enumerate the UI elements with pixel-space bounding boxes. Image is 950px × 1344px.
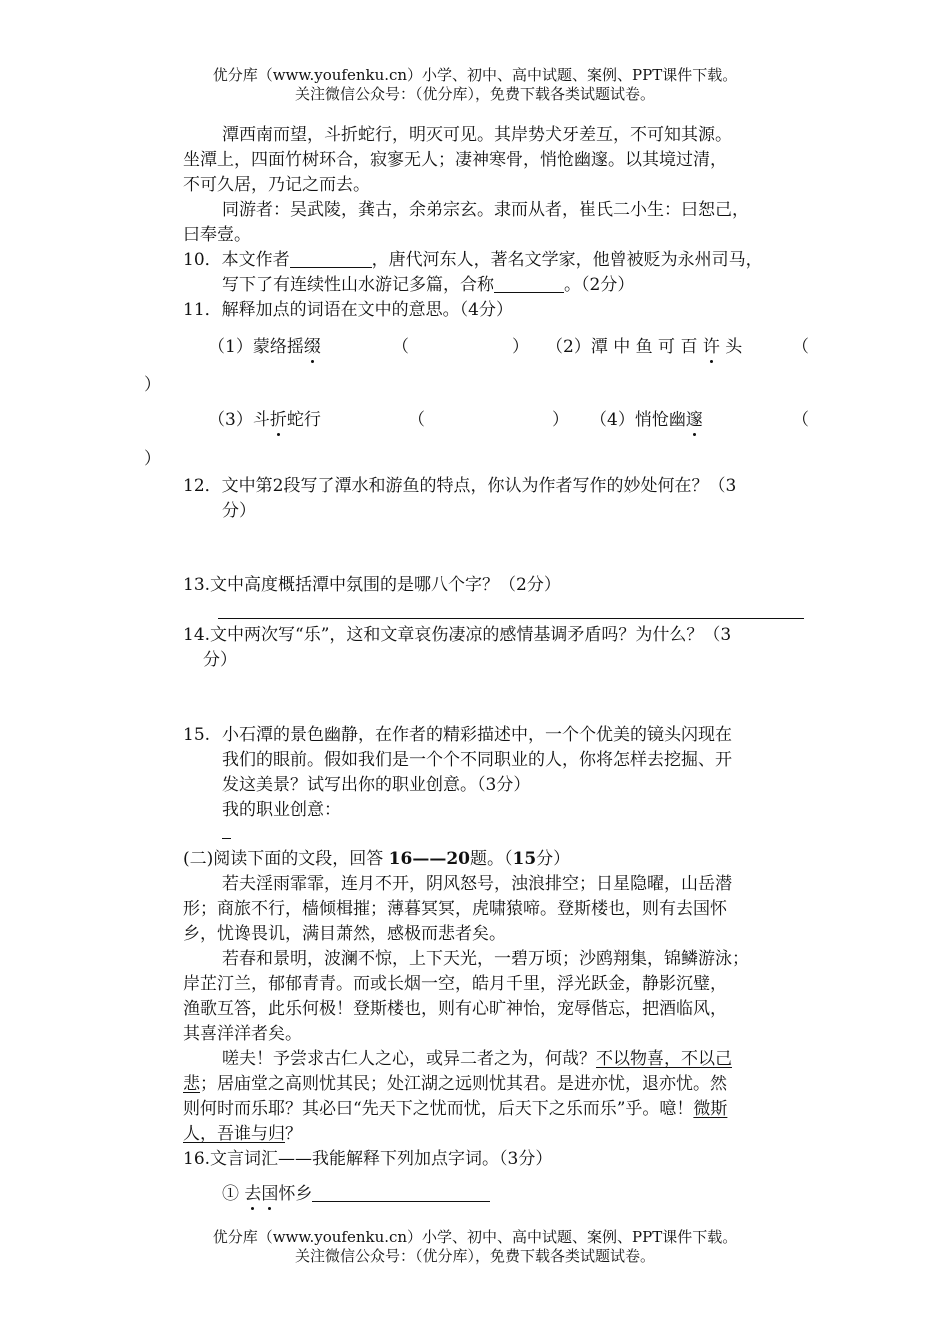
dotted-char: 折 xyxy=(269,410,287,430)
underlined-text: 微斯 xyxy=(693,1099,728,1119)
question-number: 12． xyxy=(183,476,222,496)
passage2-p2-line2: 岸芷汀兰，郁郁青青。而或长烟一空，皓月千里，浮光跃金，静影沉璧， xyxy=(183,974,727,994)
question-12-line2: 分） xyxy=(222,501,256,521)
question-12-line1 xyxy=(183,475,736,497)
question-15-line1: 小石潭的景色幽静，在作者的精彩描述中，一个个优美的镜头闪现在 xyxy=(222,725,732,745)
q10-title-blank[interactable] xyxy=(494,275,564,293)
header-line-1: 优分库（www.youfenku.cn）小学、初中、高中试题、案例、PPT课件下载。 xyxy=(212,66,738,84)
q10-text-b: ，唐代河东人，著名文学家，他曾被贬为永州司马， xyxy=(371,250,763,270)
dotted-char: 国 xyxy=(261,1184,279,1204)
passage2-p2-line3: 渔歌互答，此乐何极！登斯楼也，则有心旷神怡，宠辱偕忘，把酒临风， xyxy=(183,999,727,1019)
q10-text-d: 。（2分） xyxy=(564,275,635,295)
underlined-text: 不以物喜，不以己 xyxy=(596,1049,732,1069)
passage1-p1-line2: 坐潭上，四面竹树环合，寂寥无人；凄神寒骨，悄怆幽邃。以其境过清， xyxy=(183,150,727,170)
q16-item-1-answer-line[interactable] xyxy=(312,1184,490,1202)
passage2-p2-line4: 其喜洋洋者矣。 xyxy=(183,1024,302,1044)
question-10-line1 xyxy=(183,249,763,271)
question-15-line4: 我的职业创意： xyxy=(222,800,341,820)
section-score: 15 xyxy=(512,849,537,869)
section-range: 16——20 xyxy=(388,849,470,869)
q16-item-1 xyxy=(222,1183,490,1205)
q12-text: 文中第2段写了潭水和游鱼的特点，你认为作者写作的妙处何在？（3 xyxy=(221,476,737,496)
item-number: （4） xyxy=(590,410,635,430)
item-text: 潭 中 鱼 可 百 xyxy=(590,337,703,357)
passage1-p2-line2: 曰奉壹。 xyxy=(183,225,251,245)
section-2-heading xyxy=(183,848,570,870)
passage2-p1-line3: 乡，忧谗畏讥，满目萧然，感极而悲者矣。 xyxy=(183,924,506,944)
question-15-line2: 我们的眼前。假如我们是一个个不同职业的人，你将怎样去挖掘、开 xyxy=(222,750,732,770)
passage1-p1-line1: 潭西南而望，斗折蛇行，明灭可见。其岸势犬牙差互，不可知其源。 xyxy=(222,125,732,145)
question-16: 16.文言词汇——我能解释下列加点字词。（3分） xyxy=(183,1149,553,1169)
item-text: 斗 xyxy=(252,410,270,430)
dotted-char: 去 xyxy=(244,1184,262,1204)
dotted-char: 缀 xyxy=(303,337,321,357)
question-13: 13.文中高度概括潭中氛围的是哪八个字？（2分） xyxy=(183,575,561,595)
question-14-line2: 分） xyxy=(203,650,237,670)
item-text: 悄怆幽 xyxy=(634,410,686,430)
q13-answer-line[interactable] xyxy=(218,618,804,619)
passage-text: 则何时而乐耶？其必曰“先天下之忧而忧，后天下之乐而乐”乎。噫！ xyxy=(183,1099,694,1119)
item-text: 怀乡 xyxy=(278,1184,313,1204)
question-14-line1: 14.文中两次写“乐”，这和文章哀伤凄凉的感情基调矛盾吗？为什么？（3 xyxy=(183,625,732,645)
passage2-p1-line2: 形；商旅不行，樯倾楫摧；薄暮冥冥，虎啸猿啼。登斯楼也，则有去国怀 xyxy=(183,899,727,919)
q11-item-4-paren-right: ） xyxy=(144,449,161,469)
question-number: 11． xyxy=(183,300,222,320)
section-text-b: 题。（ xyxy=(470,849,513,869)
q11-item-3-paren-right: ） xyxy=(552,410,569,430)
section-text-c: 分） xyxy=(536,849,571,869)
passage2-p3-line1 xyxy=(222,1048,732,1070)
question-10-line2 xyxy=(222,274,634,296)
q11-item-1 xyxy=(208,336,321,358)
passage2-p2-line1: 若春和景明，波澜不惊，上下天光，一碧万顷；沙鸥翔集，锦鳞游泳； xyxy=(222,949,749,969)
q11-item-4 xyxy=(590,409,703,431)
question-number: 10． xyxy=(183,250,222,270)
header-line-2: 关注微信公众号：（优分库），免费下载各类试题试卷。 xyxy=(294,85,655,103)
passage-text: 嗟夫！予尝求古仁人之心，或异二者之为，何哉？ xyxy=(222,1049,596,1069)
passage2-p3-line3 xyxy=(183,1098,727,1120)
section-label: (二) xyxy=(183,849,214,869)
item-number: （1） xyxy=(208,337,253,357)
q11-item-2-paren-right: ） xyxy=(144,375,161,395)
q11-item-1-paren-right: ） xyxy=(512,337,529,357)
question-15-line3: 发这美景？试写出你的职业创意。（3分） xyxy=(222,775,531,795)
footer-line-1: 优分库（www.youfenku.cn）小学、初中、高中试题、案例、PPT课件下载。 xyxy=(212,1228,738,1246)
q11-item-3 xyxy=(208,409,321,431)
passage2-p3-line4 xyxy=(183,1123,302,1145)
underlined-text: 人，吾谁与归 xyxy=(183,1124,285,1144)
item-text-b: 头 xyxy=(719,337,743,357)
q11-item-2-paren-left: （ xyxy=(792,337,809,357)
passage1-p2-line1: 同游者：吴武陵，龚古，余弟宗玄。隶而从者，崔氏二小生：曰恕己， xyxy=(222,200,749,220)
item-number: （2） xyxy=(546,337,591,357)
footer-line-2: 关注微信公众号：（优分库），免费下载各类试题试卷。 xyxy=(294,1247,655,1265)
passage-text: ；居庙堂之高则忧其民；处江湖之远则忧其君。是进亦忧，退亦忧。然 xyxy=(200,1074,727,1094)
q11-text: 解释加点的词语在文中的意思。（4分） xyxy=(221,300,513,320)
q11-item-3-paren-left: （ xyxy=(408,410,425,430)
dotted-char: 许 xyxy=(702,337,720,357)
passage2-p3-line2 xyxy=(183,1073,727,1095)
q11-item-4-paren-left: （ xyxy=(792,410,809,430)
underlined-text: 悲 xyxy=(183,1074,200,1094)
q15-answer-line[interactable] xyxy=(222,838,231,839)
q11-item-2 xyxy=(546,336,742,358)
section-text-a: 阅读下面的文段，回答 xyxy=(213,849,389,869)
item-text-b: 蛇行 xyxy=(286,410,321,430)
question-15-number: 15. xyxy=(183,725,211,745)
q10-author-blank[interactable] xyxy=(290,250,372,268)
dotted-char: 邃 xyxy=(685,410,703,430)
item-number: （3） xyxy=(208,410,253,430)
item-number: ① xyxy=(222,1184,239,1204)
page-header xyxy=(0,66,950,104)
q11-item-1-paren-left: （ xyxy=(392,337,409,357)
page-footer xyxy=(0,1228,950,1266)
passage2-p1-line1: 若夫淫雨霏霏，连月不开，阴风怒号，浊浪排空；日星隐曜，山岳潜 xyxy=(222,874,732,894)
item-text: 蒙络摇 xyxy=(252,337,304,357)
q10-text-c: 写下了有连续性山水游记多篇，合称 xyxy=(222,275,494,295)
q10-text-a: 本文作者 xyxy=(221,250,290,270)
passage1-p1-line3: 不可久居，乃记之而去。 xyxy=(183,175,370,195)
question-11-line1 xyxy=(183,299,513,321)
passage-text: ？ xyxy=(285,1124,302,1144)
